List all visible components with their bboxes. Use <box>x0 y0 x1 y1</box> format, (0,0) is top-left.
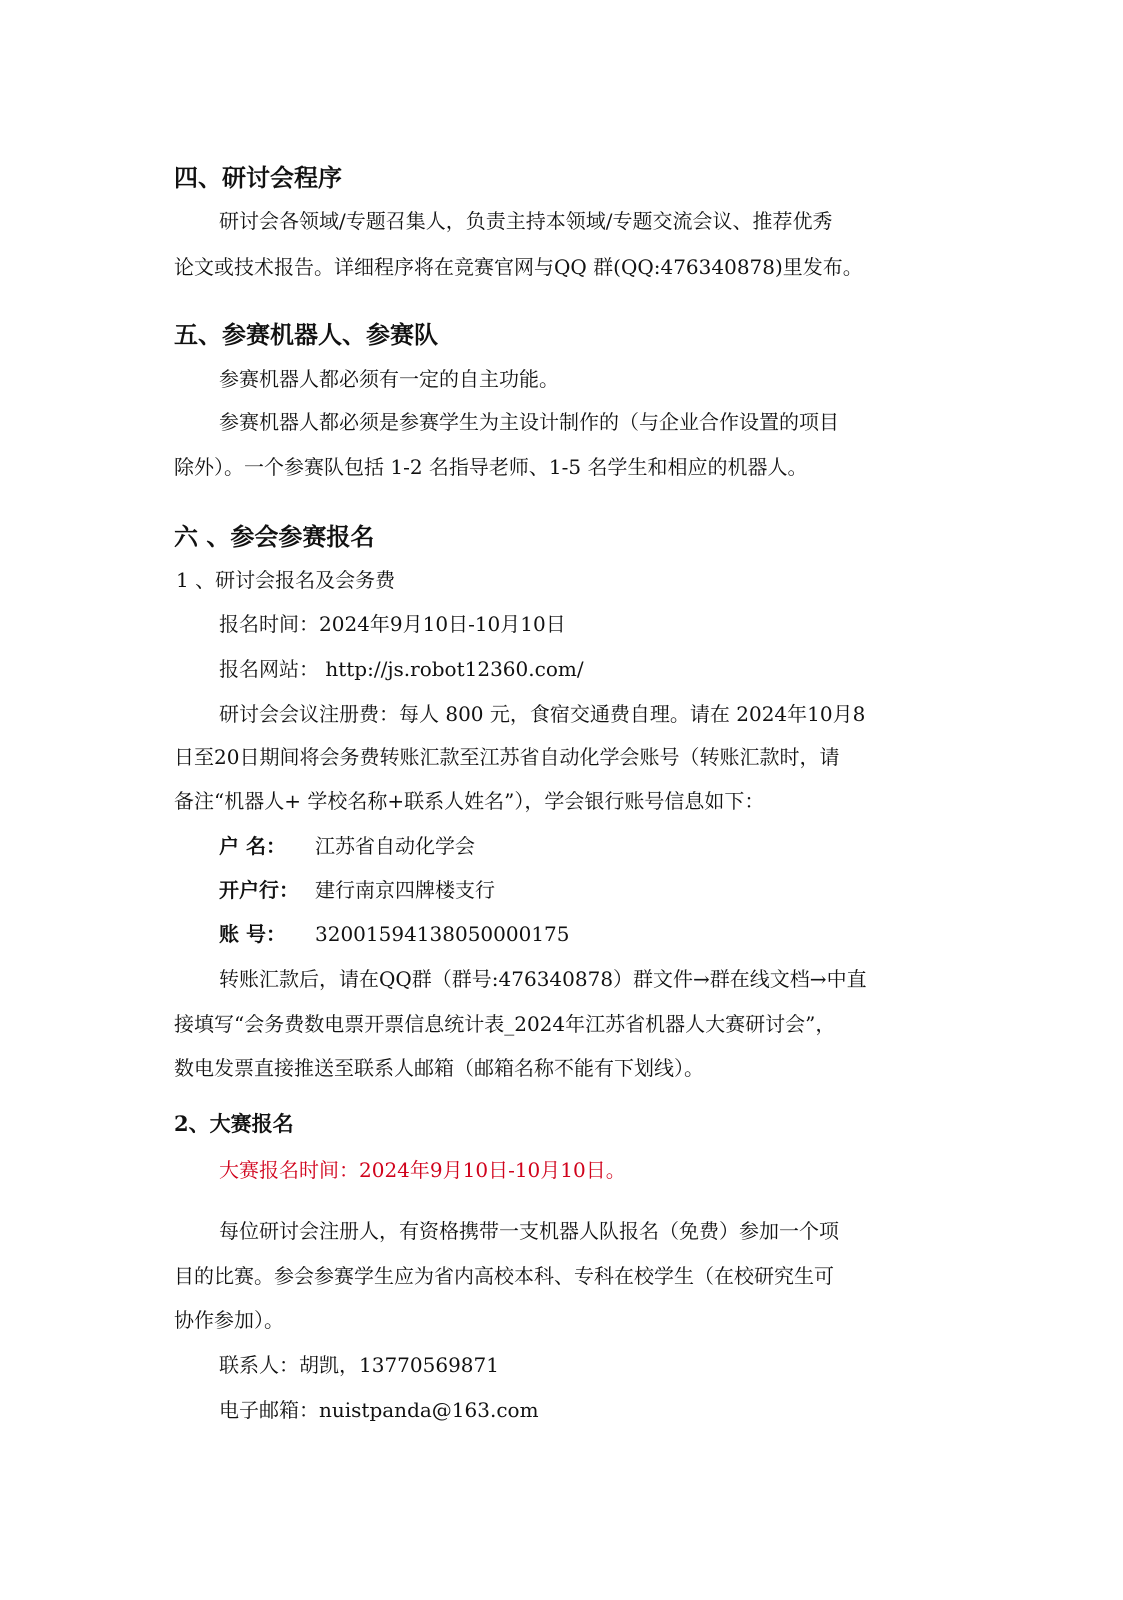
contest-desc-line-3: 协作参加）。 <box>174 1308 284 1332</box>
account-name-value: 江苏省自动化学会 <box>315 834 475 858</box>
subsection-2-title: 2、大赛报名 <box>174 1111 294 1136</box>
contact-email: 电子邮箱：nuistpanda@163.com <box>219 1398 539 1422</box>
fee-line-1: 研讨会会议注册费：每人 800 元，食宿交通费自理。请在 2024年10月8 <box>219 702 866 726</box>
invoice-line-2: 接填写“会务费数电票开票信息统计表_2024年江苏省机器人大赛研讨会”， <box>174 1012 836 1036</box>
account-number-row <box>219 920 570 948</box>
account-name-row <box>219 832 475 860</box>
bank-label: 开户行： <box>219 878 299 902</box>
bank-row <box>219 876 495 904</box>
fee-line-3: 备注“机器人+ 学校名称+联系人姓名”），学会银行账号信息如下： <box>174 789 765 813</box>
account-number-label: 账 号： <box>219 922 286 946</box>
section-5-heading: 五、参赛机器人、参赛队 <box>174 320 438 349</box>
invoice-line-3: 数电发票直接推送至联系人邮箱（邮箱名称不能有下划线）。 <box>174 1056 704 1080</box>
section-5-paragraph-1: 参赛机器人都必须有一定的自主功能。 <box>219 367 559 391</box>
registration-time: 报名时间：2024年9月10日-10月10日 <box>219 612 566 636</box>
contact-person: 联系人：胡凯，13770569871 <box>219 1353 499 1377</box>
account-number-value: 32001594138050000175 <box>315 922 570 946</box>
subsection-1-title: 1 、研讨会报名及会务费 <box>176 568 396 592</box>
contest-desc-line-1: 每位研讨会注册人，有资格携带一支机器人队报名（免费）参加一个项 <box>219 1219 839 1243</box>
section-4-heading: 四、研讨会程序 <box>174 163 342 192</box>
registration-website: 报名网站： http://js.robot12360.com/ <box>219 657 584 681</box>
section-4-paragraph-line-2: 论文或技术报告。详细程序将在竞赛官网与QQ 群(QQ:476340878)里发布。 <box>174 255 863 279</box>
account-name-label: 户 名： <box>219 834 286 858</box>
section-4-paragraph-line-1: 研讨会各领域/专题召集人，负责主持本领域/专题交流会议、推荐优秀 <box>219 209 833 233</box>
section-5-paragraph-2-line-1: 参赛机器人都必须是参赛学生为主设计制作的（与企业合作设置的项目 <box>219 410 839 434</box>
section-5-paragraph-2-line-2: 除外）。一个参赛队包括 1-2 名指导老师、1-5 名学生和相应的机器人。 <box>174 455 808 479</box>
contest-registration-time: 大赛报名时间：2024年9月10日-10月10日。 <box>219 1158 626 1182</box>
section-6-heading: 六 、参会参赛报名 <box>174 522 375 551</box>
contest-desc-line-2: 目的比赛。参会参赛学生应为省内高校本科、专科在校学生（在校研究生可 <box>174 1264 834 1288</box>
fee-line-2: 日至20日期间将会务费转账汇款至江苏省自动化学会账号（转账汇款时，请 <box>174 745 840 769</box>
invoice-line-1: 转账汇款后，请在QQ群（群号:476340878）群文件→群在线文档→中直 <box>219 967 867 991</box>
bank-value: 建行南京四牌楼支行 <box>315 878 495 902</box>
